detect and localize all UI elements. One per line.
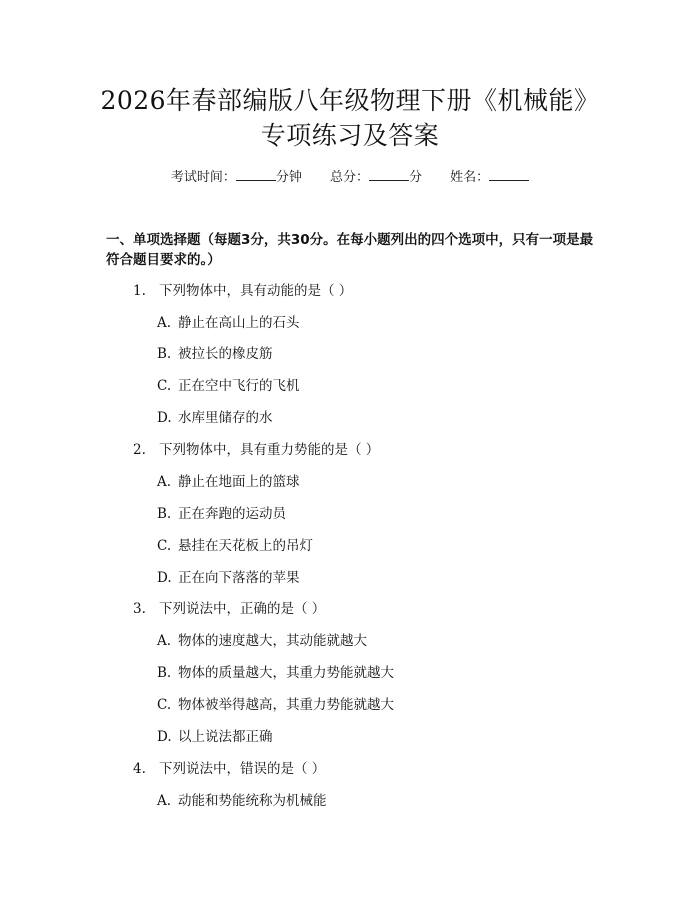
- question-3-option-d: [157, 728, 273, 746]
- document-title-line2: 专项练习及答案: [260, 121, 440, 150]
- exam-time-unit: 分钟: [275, 170, 302, 185]
- question-2-option-a: [157, 473, 300, 491]
- option-letter: A.: [157, 315, 172, 331]
- question-3: [133, 600, 325, 618]
- exam-name: [450, 170, 529, 185]
- exam-time-label: 考试时间：: [170, 170, 236, 185]
- option-text: 物体被举得越高，其重力势能就越大: [178, 697, 394, 713]
- question-4-option-a: [157, 792, 327, 810]
- question-1-option-d: [157, 409, 273, 427]
- exam-score-label: 总分：: [329, 170, 369, 185]
- option-letter: C.: [157, 378, 172, 394]
- question-number: 4.: [133, 761, 146, 777]
- option-text: 物体的质量越大，其重力势能就越大: [178, 665, 394, 681]
- exam-score-blank: [369, 168, 409, 181]
- option-letter: B.: [157, 506, 172, 522]
- question-1-option-c: [157, 377, 300, 395]
- question-number: 3.: [133, 601, 146, 617]
- option-text: 水库里储存的水: [178, 410, 273, 426]
- option-letter: B.: [157, 346, 172, 362]
- exam-time-blank: [236, 168, 276, 181]
- question-4: [133, 760, 325, 778]
- question-text: 下列物体中，具有动能的是（ ）: [159, 283, 353, 299]
- option-text: 静止在高山上的石头: [178, 315, 300, 331]
- question-text: 下列说法中，正确的是（ ）: [159, 601, 326, 617]
- option-text: 正在向下落落的苹果: [178, 570, 300, 586]
- option-text: 动能和势能统称为机械能: [178, 793, 327, 809]
- exam-score: [330, 170, 422, 185]
- question-text: 下列说法中，错误的是（ ）: [159, 761, 326, 777]
- option-text: 物体的速度越大，其动能就越大: [178, 633, 367, 649]
- option-letter: C.: [157, 538, 172, 554]
- option-text: 悬挂在天花板上的吊灯: [178, 538, 313, 554]
- question-2-option-c: [157, 537, 313, 555]
- question-number: 1.: [133, 283, 146, 299]
- question-1-option-a: [157, 314, 300, 332]
- option-letter: B.: [157, 665, 172, 681]
- exam-info: [0, 168, 700, 187]
- option-letter: D.: [157, 410, 172, 426]
- question-2-option-b: [157, 505, 286, 523]
- question-number: 2.: [133, 442, 146, 458]
- exam-score-unit: 分: [409, 170, 423, 185]
- option-letter: A.: [157, 474, 172, 490]
- section-heading: 一、单项选择题（每题3分，共30分。在每小题列出的四个选项中，只有一项是最符合题目要求的。）: [106, 232, 594, 268]
- exam-name-blank: [489, 168, 529, 181]
- option-text: 静止在地面上的篮球: [178, 474, 300, 490]
- question-3-option-b: [157, 664, 394, 682]
- question-text: 下列物体中，具有重力势能的是（ ）: [159, 442, 380, 458]
- question-2: [133, 441, 379, 459]
- exam-name-label: 姓名：: [450, 170, 490, 185]
- question-3-option-c: [157, 696, 394, 714]
- option-text: 正在奔跑的运动员: [178, 506, 286, 522]
- option-letter: A.: [157, 633, 172, 649]
- option-text: 以上说法都正确: [178, 729, 273, 745]
- option-letter: D.: [157, 570, 172, 586]
- option-letter: C.: [157, 697, 172, 713]
- option-text: 被拉长的橡皮筋: [178, 346, 273, 362]
- question-3-option-a: [157, 632, 367, 650]
- exam-time: [171, 170, 302, 185]
- document-title-line1: 2026年春部编版八年级物理下册《机械能》: [100, 86, 600, 115]
- option-letter: A.: [157, 793, 172, 809]
- option-text: 正在空中飞行的飞机: [178, 378, 300, 394]
- question-1-option-b: [157, 345, 273, 363]
- question-1: [133, 282, 352, 300]
- option-letter: D.: [157, 729, 172, 745]
- question-2-option-d: [157, 569, 300, 587]
